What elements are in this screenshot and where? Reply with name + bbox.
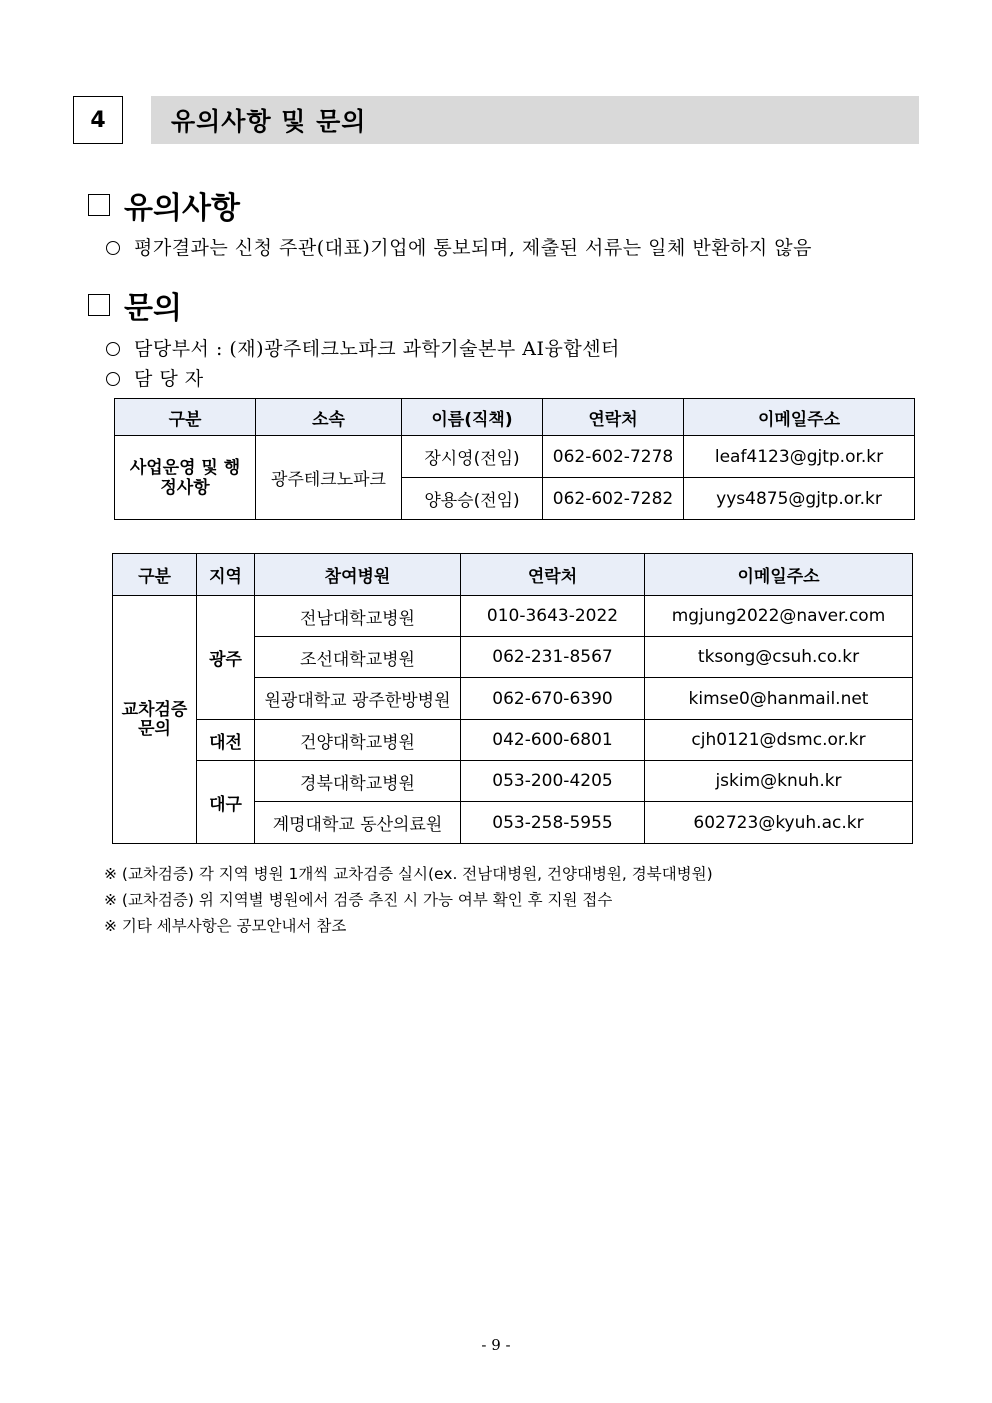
email-link[interactable]: 602723@kyuh.ac.kr [645,802,913,844]
table-row: 양용승(전임) 062-602-7282 yys4875@gjtp.or.kr [115,478,915,520]
note-line: ※ (교차검증) 각 지역 병원 1개씩 교차검증 실시(ex. 전남대병원, 건양대병원, 경북대병원) [104,865,713,883]
checkbox-square-icon [88,294,110,316]
table-header-row: 구분 지역 참여병원 연락처 이메일주소 [113,554,913,596]
note-line: ※ (교차검증) 위 지역별 병원에서 검증 추진 시 가능 여부 확인 후 지원 접수 [104,891,613,909]
email-link[interactable]: mgjung2022@naver.com [645,596,913,637]
table-row: 조선대학교병원 062-231-8567 tksong@csuh.co.kr [113,637,913,678]
inquiry-heading-label: 문의 [124,291,182,326]
email-link[interactable]: kimse0@hanmail.net [645,678,913,720]
email-link[interactable]: jskim@knuh.kr [645,761,913,802]
notice-heading [88,183,240,227]
inquiry-heading [88,283,182,327]
page-number: - 9 - [481,1336,511,1354]
notice-heading-label: 유의사항 [124,191,240,226]
table-row: 원광대학교 광주한방병원 062-670-6390 kimse0@hanmail.net [113,678,913,720]
circle-bullet-icon [106,372,120,386]
table-row: 사업운영 및 행정사항 광주테크노파크 장시영(전임) 062-602-7278 leaf4123@gjtp.or.kr [115,436,915,478]
category-cell: 교차검증 문의 [113,596,197,844]
category-cell: 사업운영 및 행정사항 [115,436,256,520]
note-line: ※ 기타 세부사항은 공모안내서 참조 [104,917,347,935]
email-link[interactable]: tksong@csuh.co.kr [645,637,913,678]
department-line: 담당부서 : (재)광주테크노파크 과학기술본부 AI융합센터 [106,334,620,361]
region-cell: 대전 [197,720,255,761]
notice-item: 평가결과는 신청 주관(대표)기업에 통보되며, 제출된 서류는 일체 반환하지 않음 [106,233,812,260]
hospitals-table [112,553,913,844]
email-link[interactable]: leaf4123@gjtp.or.kr [684,436,915,478]
circle-bullet-icon [106,342,120,356]
section-title: 유의사항 및 문의 [151,96,919,144]
table-row: 대전 건양대학교병원 042-600-6801 cjh0121@dsmc.or.kr [113,720,913,761]
circle-bullet-icon [106,241,120,255]
table-row: 계명대학교 동산의료원 053-258-5955 602723@kyuh.ac.kr [113,802,913,844]
section-number: 4 [73,96,123,144]
email-link[interactable]: cjh0121@dsmc.or.kr [645,720,913,761]
table-header-row: 구분 소속 이름(직책) 연락처 이메일주소 [115,399,915,436]
table-row: 대구 경북대학교병원 053-200-4205 jskim@knuh.kr [113,761,913,802]
org-cell: 광주테크노파크 [256,436,402,520]
checkbox-square-icon [88,194,110,216]
table-row: 교차검증 문의 광주 전남대학교병원 010-3643-2022 mgjung2022@naver.com [113,596,913,637]
contacts-table [114,398,915,520]
contact-line: 담 당 자 [106,364,204,391]
region-cell: 광주 [197,596,255,720]
region-cell: 대구 [197,761,255,844]
email-link[interactable]: yys4875@gjtp.or.kr [684,478,915,520]
